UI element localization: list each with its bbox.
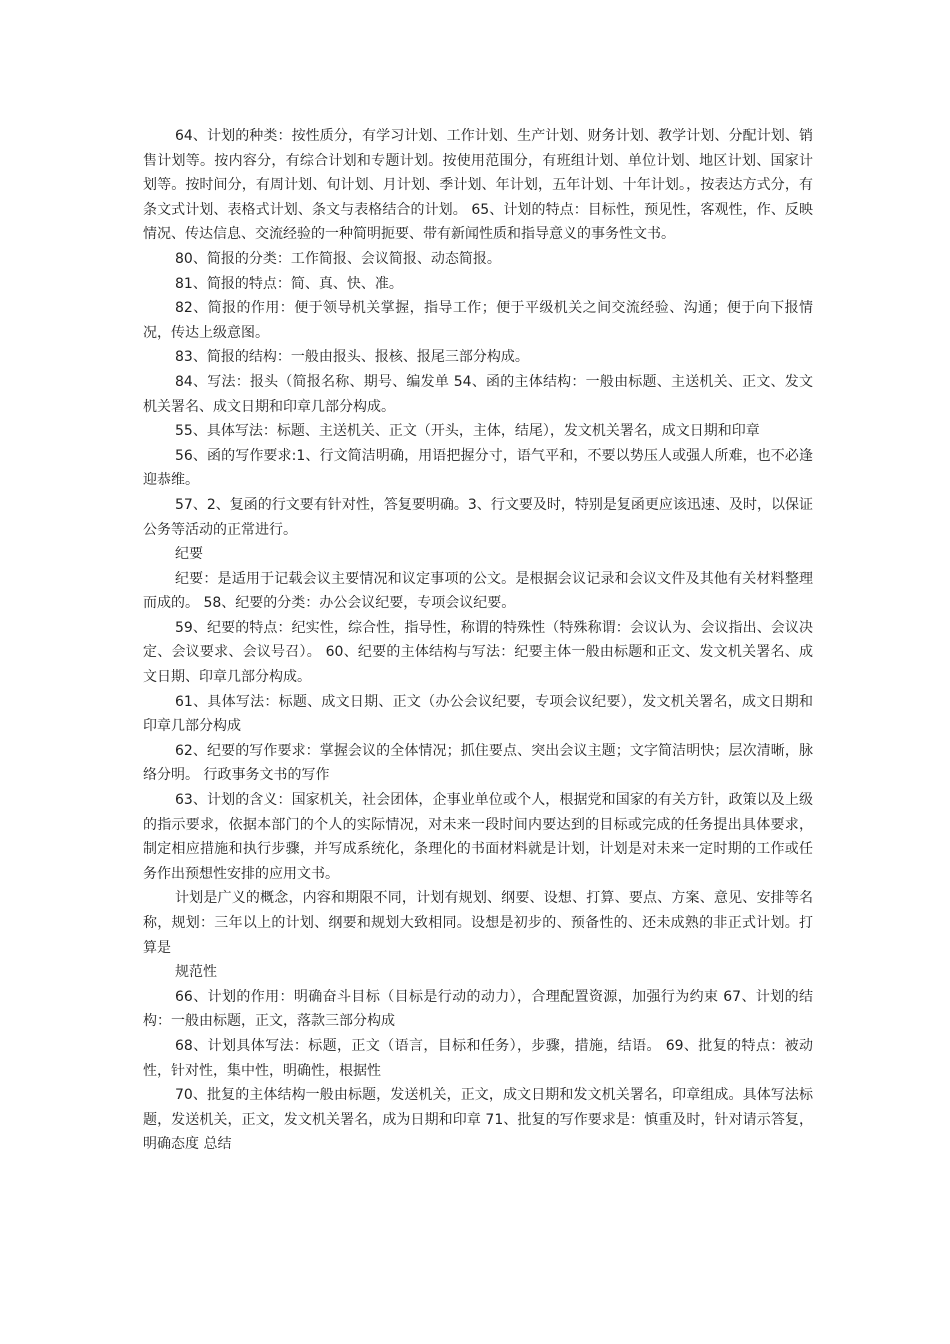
paragraph-letter-requirements: 56、函的写作要求:1、行文简洁明确，用语把握分寸，语气平和，不要以势压人或强人所难，也不必逢迎恭维。	[143, 447, 813, 489]
paragraph-letter-writing: 55、具体写法：标题、主送机关、正文（开头，主体，结尾），发文机关署名，成文日期和印章	[175, 423, 760, 440]
paragraph-plan-types: 64、计划的种类：按性质分，有学习计划、工作计划、生产计划、财务计划、教学计划、分配计划、销售计划等。按内容分，有综合计划和专题计划。按使用范围分，有班组计划、单位计划、地区计划、国家计划等。按时间分，有周计划、旬计划、月计划、季计划、年计划，五年计划、十年计划。，按表达方式分，有条文式计划、表格式计划、条文与表格结合的计划。 65、计划的特点：目标性，预见性，客观性，作、反映情况、传达信息、交流经验的一种简明扼要、带有新闻性质和指导意义的事务性文书。	[143, 128, 813, 243]
paragraph-minutes-writing: 61、具体写法：标题、成文日期、正文（办公会议纪要，专项会议纪要），发文机关署名，成文日期和印章几部分构成	[143, 693, 813, 735]
section-heading-minutes: 纪要	[175, 546, 203, 563]
paragraph-normative: 规范性	[175, 964, 217, 981]
document-body	[143, 124, 813, 1157]
paragraph-briefing-features: 81、简报的特点：简、真、快、准。	[175, 275, 403, 292]
paragraph-minutes-requirements: 62、纪要的写作要求：掌握会议的全体情况；抓住要点、突出会议主题；文字简洁明快；层次清晰，脉络分明。 行政事务文书的写作	[143, 742, 813, 784]
paragraph-briefing-functions: 82、简报的作用：便于领导机关掌握，指导工作；便于平级机关之间交流经验、沟通；便于向下报情况，传达上级意图。	[143, 300, 813, 341]
paragraph-briefing-categories: 80、简报的分类：工作简报、会议简报、动态简报。	[175, 250, 501, 267]
paragraph-plan-function: 66、计划的作用：明确奋斗目标（目标是行动的动力），合理配置资源，加强行为约束 67、计划的结构：一般由标题，正文，落款三部分构成	[143, 988, 813, 1030]
paragraph-plan-definition: 63、计划的含义：国家机关，社会团体，企事业单位或个人，根据党和国家的有关方针，政策以及上级的指示要求，依据本部门的个人的实际情况，对未来一段时间内要达到的目标或完成的任务提出具体要求，制定相应措施和执行步骤，并写成系统化，条理化的书面材料就是计划，计划是对未来一定时期的工作或任务作出预想性安排的应用文书。	[143, 792, 813, 882]
paragraph-minutes-definition: 纪要：是适用于记载会议主要情况和议定事项的公文。是根据会议记录和会议文件及其他有关材料整理而成的。 58、纪要的分类：办公会议纪要，专项会议纪要。	[143, 570, 813, 612]
paragraph-writing-method: 84、写法：报头（简报名称、期号、编发单 54、函的主体结构：一般由标题、主送机关、正文、发文机关署名、成文日期和印章几部分构成。	[143, 373, 813, 415]
paragraph-plan-writing: 68、计划具体写法：标题，正文（语言，目标和任务），步骤，措施，结语。 69、批复的特点：被动性，针对性，集中性，明确性，根据性	[143, 1037, 813, 1079]
paragraph-briefing-structure: 83、简报的结构：一般由报头、报核、报尾三部分构成。	[175, 349, 529, 366]
paragraph-minutes-features: 59、纪要的特点：纪实性，综合性，指导性，称谓的特殊性（特殊称谓：会议认为、会议指出、会议决定、会议要求、会议号召）。 60、纪要的主体结构与写法：纪要主体一般由标题和正文、发文机关署名、成文日期、印章几部分构成。	[143, 619, 813, 686]
paragraph-plan-concept: 计划是广义的概念，内容和期限不同，计划有规划、纲要、设想、打算、要点、方案、意见、安排等名称，规划：三年以上的计划、纲要和规划大致相同。设想是初步的、预备性的、还未成熟的非正式计划。打算是	[143, 890, 813, 956]
paragraph-approval-structure: 70、批复的主体结构一般由标题，发送机关，正文，成文日期和发文机关署名，印章组成。具体写法标题，发送机关，正文，发文机关署名，成为日期和印章 71、批复的写作要求是：慎重及时，针对请示答复，明确态度 总结	[143, 1087, 813, 1153]
paragraph-reply-letter: 57、2、复函的行文要有针对性，答复要明确。3、行文要及时，特别是复函更应该迅速、及时，以保证公务等活动的正常进行。	[143, 496, 813, 538]
